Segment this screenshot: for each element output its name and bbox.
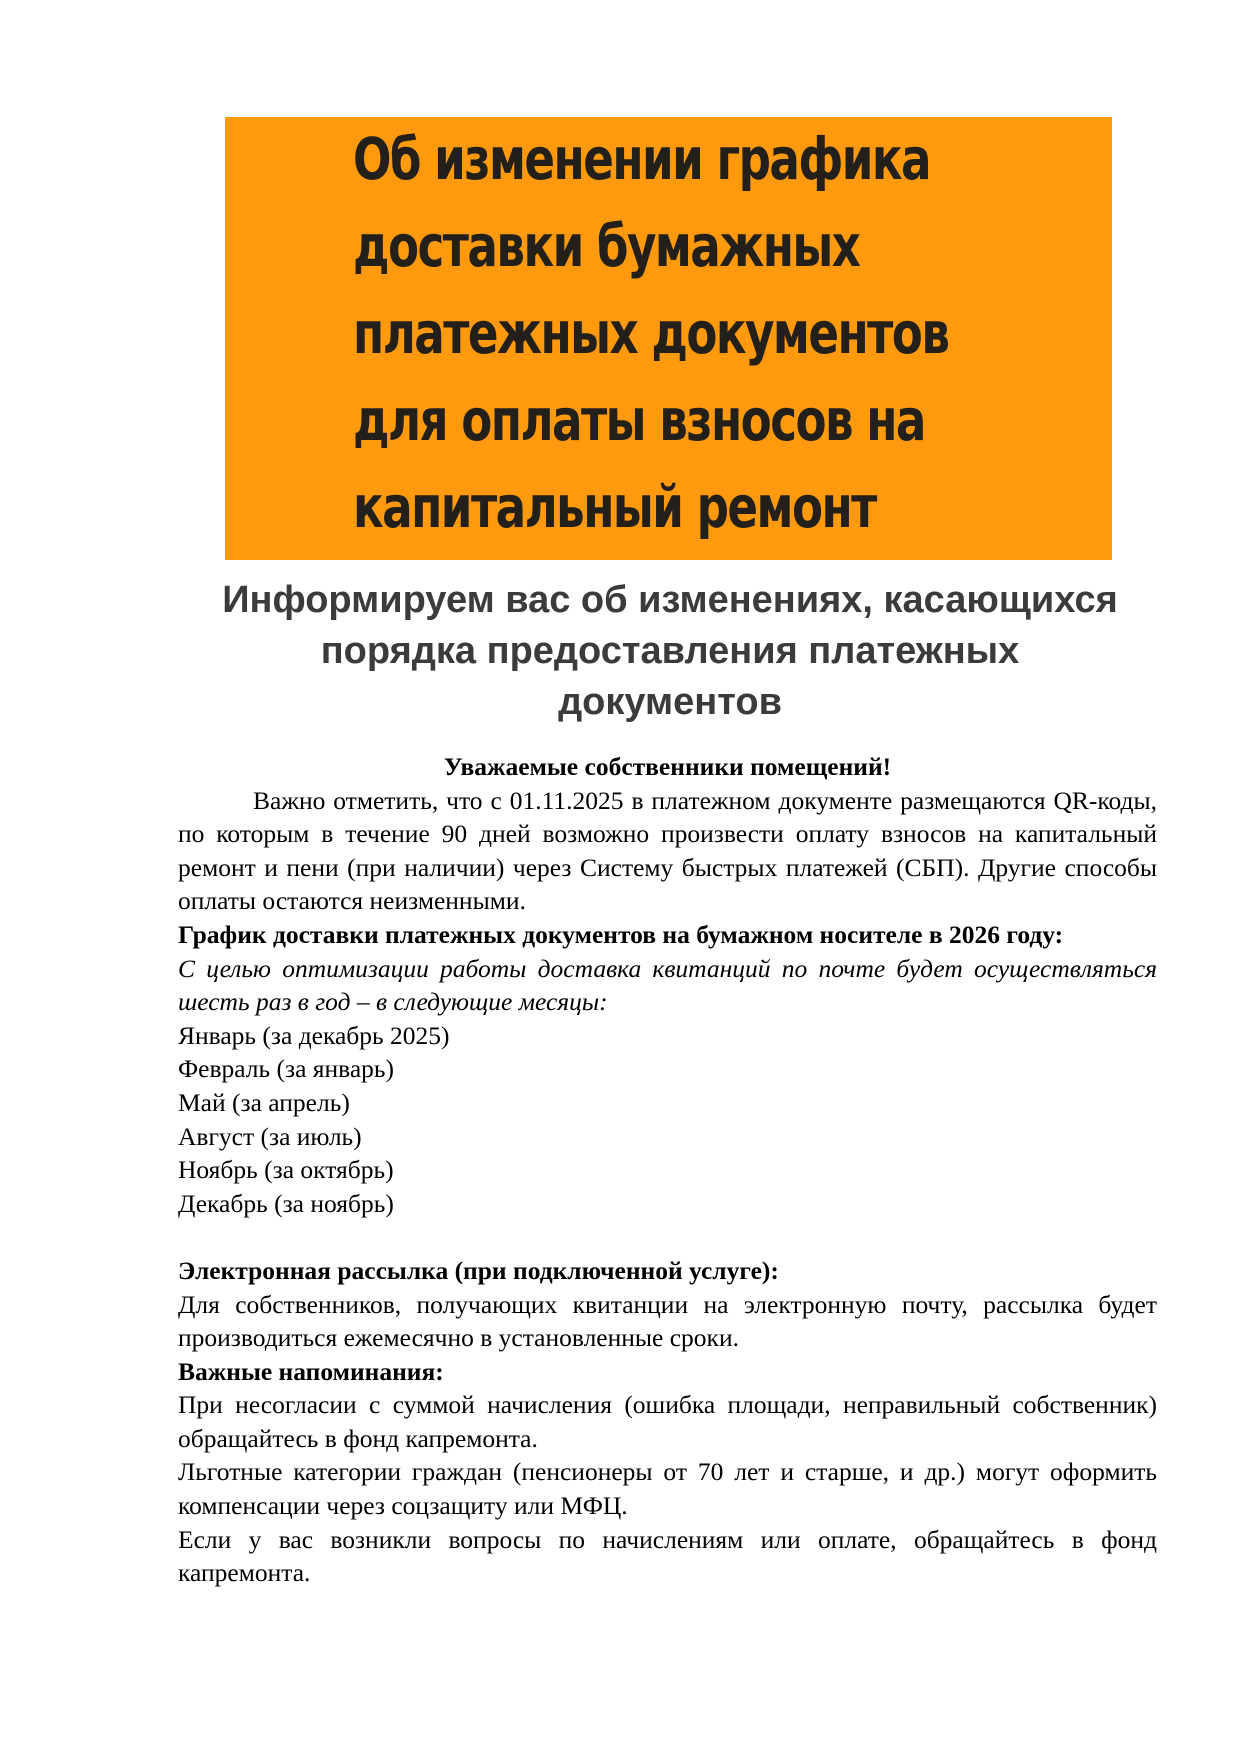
schedule-heading: График доставки платежных документов на бумажном носителе в 2026 году:: [178, 919, 1064, 949]
subtitle-line: Информируем вас об изменениях, касающихся: [222, 579, 1118, 621]
banner-title-line: Об изменении графика: [353, 125, 930, 193]
month-item: Август (за июль): [178, 1121, 362, 1151]
banner-title-line: для оплаты взносов на: [353, 386, 925, 454]
month-item: Февраль (за январь): [178, 1054, 395, 1084]
email-heading: Электронная рассылка (при подключенной услуге):: [178, 1255, 779, 1285]
month-item: Ноябрь (за октябрь): [178, 1155, 394, 1185]
reminder-item: При несогласии с суммой начисления (ошибка площади, неправильный собственник) обращайтесь в фонд капремонта.: [178, 1390, 1157, 1453]
page-subtitle: [160, 575, 1180, 728]
month-item: Январь (за декабрь 2025): [178, 1020, 450, 1050]
document-body: [178, 750, 1157, 1590]
subtitle-line: документов: [558, 681, 782, 723]
reminder-item: Льготные категории граждан (пенсионеры от 70 лет и старше, и др.) могут оформить компенсации через соцзащиту или МФЦ.: [178, 1457, 1157, 1521]
month-item: Декабрь (за ноябрь): [178, 1188, 394, 1218]
banner-title-line: платежных документов: [353, 299, 949, 367]
greeting: Уважаемые собственники помещений!: [443, 752, 892, 781]
intro-paragraph: Важно отметить, что с 01.11.2025 в платежном документе размещаются QR-коды, по которым в течение 90 дней возможно произвести оплату взносов на капитальный ремонт и пени (при наличии) через Систему быстрых платежей (СБП). Другие способы оплаты остаются неизменными.: [178, 785, 1157, 916]
month-item: Май (за апрель): [178, 1087, 350, 1117]
schedule-note: С целью оптимизации работы доставка квитанций по почте будет осуществляться шесть раз в год – в следующие месяцы:: [178, 953, 1157, 1017]
reminders-heading: Важные напоминания:: [178, 1356, 444, 1386]
header-banner: [225, 117, 1112, 560]
subtitle-line: порядка предоставления платежных: [320, 630, 1020, 672]
reminder-item: Если у вас возникли вопросы по начислениям или оплате, обращайтесь в фонд капремонта.: [178, 1524, 1157, 1588]
spacer: [178, 1220, 1157, 1254]
banner-title-line: капитальный ремонт: [353, 473, 876, 541]
email-text: Для собственников, получающих квитанции на электронную почту, рассылка будет производиться ежемесячно в установленные сроки.: [178, 1289, 1157, 1353]
banner-title-line: доставки бумажных: [353, 212, 860, 280]
